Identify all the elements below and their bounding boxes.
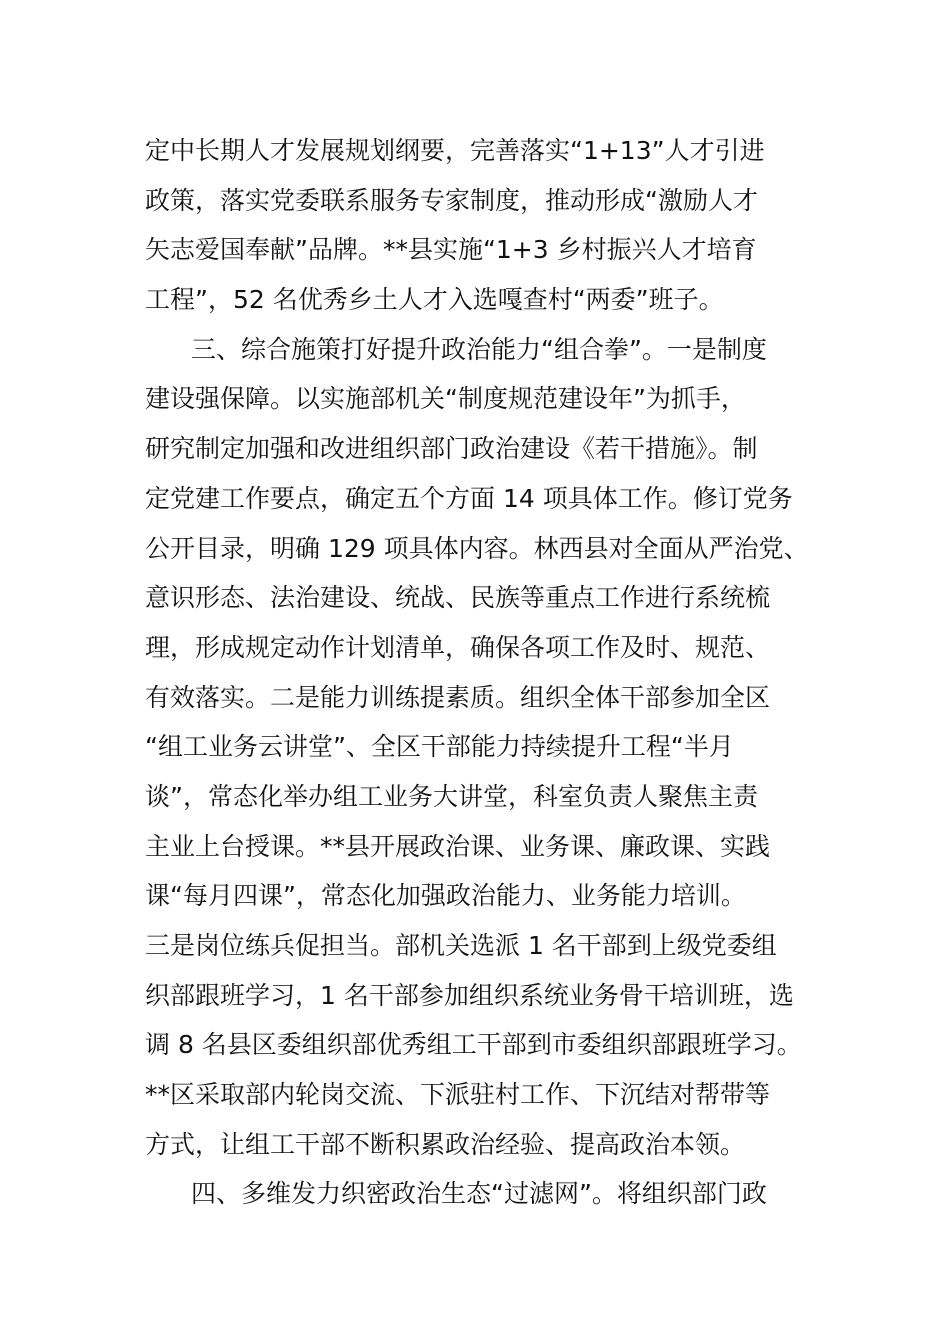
text-line-1: 定中长期人才发展规划纲要，完善落实“1+13”人才引进 bbox=[145, 136, 765, 165]
text-line-12: 有效落实。二是能力训练提素质。组织全体干部参加全区 bbox=[145, 682, 771, 712]
text-line-4: 工程”，52 名优秀乡土人才入选嘎查村“两委”班子。 bbox=[145, 285, 724, 315]
text-line-2: 政策，落实党委联系服务专家制度，推动形成“激励人才 bbox=[145, 185, 758, 215]
document-body bbox=[145, 126, 817, 1219]
text-line-8: 定党建工作要点，确定五个方面 14 项具体工作。修订党务 bbox=[145, 483, 793, 513]
text-line-18: 织部跟班学习，1 名干部参加组织系统业务骨干培训班，选 bbox=[145, 980, 794, 1010]
text-line-3: 矢志爱国奉献”品牌。**县实施“1+3 乡村振兴人才培育 bbox=[145, 235, 757, 265]
paragraph-3-first-line: 三、综合施策打好提升政治能力“组合拳”。一是制度 bbox=[191, 334, 767, 364]
text-line-13: “组工业务云讲堂”、全区干部能力持续提升工程“半月 bbox=[145, 732, 734, 762]
text-line-21: 方式，让组工干部不断积累政治经验、提高政治本领。 bbox=[145, 1129, 746, 1159]
text-line-6: 建设强保障。以实施部机关“制度规范建设年”为抓手， bbox=[145, 384, 746, 414]
text-line-9: 公开目录，明确 129 项具体内容。林西县对全面从严治党、 bbox=[145, 533, 809, 563]
text-line-10: 意识形态、法治建设、统战、民族等重点工作进行系统梳 bbox=[145, 583, 771, 613]
text-line-7: 研究制定加强和改进组织部门政治建设《若干措施》。制 bbox=[145, 434, 758, 464]
text-line-20: **区采取部内轮岗交流、下派驻村工作、下沉结对帮带等 bbox=[145, 1080, 771, 1110]
text-line-14: 谈”，常态化举办组工业务大讲堂，科室负责人聚焦主责 bbox=[145, 781, 758, 811]
text-line-11: 理，形成规定动作计划清单，确保各项工作及时、规范、 bbox=[145, 632, 771, 662]
text-line-17: 三是岗位练兵促担当。部机关选派 1 名干部到上级党委组 bbox=[145, 931, 777, 960]
text-line-19: 调 8 名县区委组织部优秀组工干部到市委组织部跟班学习。 bbox=[145, 1030, 802, 1060]
paragraph-4-first-line: 四、多维发力织密政治生态“过滤网”。将组织部门政 bbox=[191, 1179, 767, 1209]
text-line-15: 主业上台授课。**县开展政治课、业务课、廉政课、实践 bbox=[145, 831, 771, 861]
text-line-16: 课“每月四课”，常态化加强政治能力、业务能力培训。 bbox=[145, 881, 746, 911]
